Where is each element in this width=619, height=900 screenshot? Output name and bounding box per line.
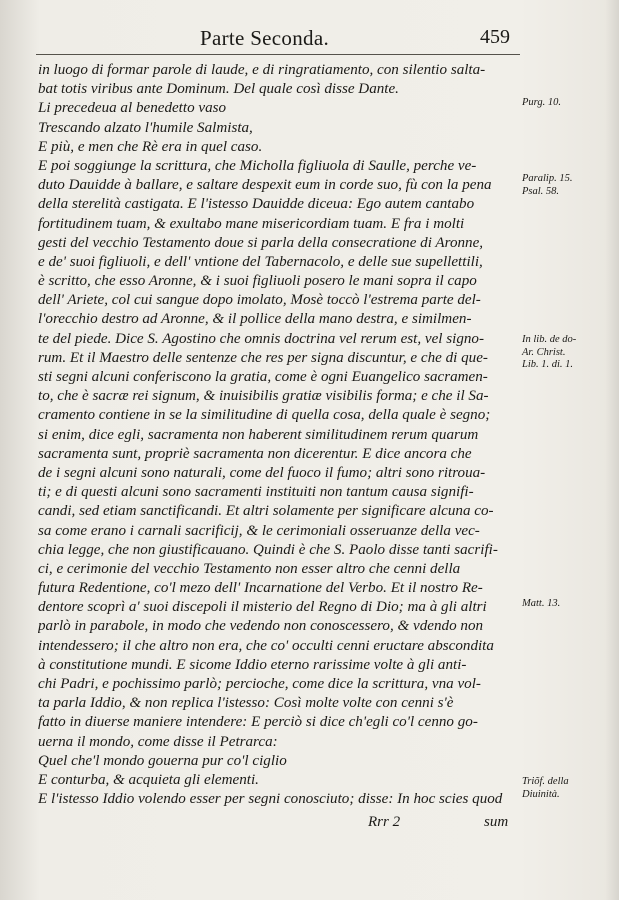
margin-note-paralipomenon: [522, 173, 617, 198]
text-line: e de' suoi figliuoli, e dell' vntione del Tabernacolo, e delle sue supellettili,: [38, 253, 483, 270]
catchword: sum: [484, 814, 509, 830]
text-line: l'orecchio destro ad Aronne, & il pollice della mano destra, e similmen-: [38, 311, 472, 328]
text-line: fatto in diuerse maniere intendere: E perciò si dice ch'egli co'l cenno go-: [38, 714, 478, 731]
page-footer: [0, 814, 619, 838]
text-line: E più, e men che Rè era in quel caso.: [38, 138, 263, 155]
page-header: [0, 22, 619, 54]
text-line: Trescando alzato l'humile Salmista,: [38, 119, 253, 136]
margin-note-trionfo: [522, 776, 617, 801]
margin-note-line: Triõf. della: [522, 776, 569, 787]
text-line: Li precedeua al benedetto vaso: [38, 100, 227, 117]
text-line: gesti del vecchio Testamento doue si parla della consecratione di Aronne,: [38, 234, 484, 251]
text-line: à constitutione mundi. E sicome Iddio eterno rarissime volte à gli anti-: [38, 656, 467, 673]
margin-note-matthew: [522, 598, 617, 611]
margin-note-purgatorio: [522, 97, 617, 110]
text-line: in luogo di formar parole di laude, e di ringratiamento, con silentio salta-: [38, 62, 486, 78]
text-line: fortitudinem tuam, & exultabo mane misericordiam tuam. E fra i molti: [38, 215, 465, 232]
header-rule: [36, 54, 520, 55]
text-line: E conturba, & acquieta gli elementi.: [38, 771, 259, 788]
page-number: 459: [480, 26, 510, 48]
text-line: intendessero; il che altro non era, che co' occulti cenni eructare absconditа: [38, 637, 494, 654]
text-line: to, che è sacræ rei signum, & inuisibilis gratiæ visibilis forma; e che il Sa-: [38, 388, 489, 405]
text-line: E l'istesso Iddio volendo esser per segni conosciuto; disse: In hoc scies quod: [38, 791, 503, 808]
text-line: duto Dauidde à ballare, e saltare despexit eum in corde suo, fù con la pena: [38, 177, 492, 194]
text-line: chi Padri, e pochissimo parlò; percioche, come dice la scrittura, vna vol-: [38, 676, 481, 692]
text-line: dell' Ariete, col cui sangue dopo imolato, Mosè toccò l'estrema parte del-: [38, 292, 481, 309]
text-line: della sterelità castigata. E l'istesso Dauidde diceua: Ego autem cantabo: [38, 196, 475, 213]
text-line: candi, sed etiam sanctificandi. Et altri solamente per significare alcuna co-: [38, 503, 494, 520]
text-line: ti; e di questi alcuni sono sacramenti instituiti non tantum causa signifi-: [38, 484, 474, 501]
running-title: Parte Seconda.: [200, 26, 329, 50]
text-line: sti segni alcuni conferiscono la gratia, come è ogni Euangelico sacramen-: [38, 369, 488, 385]
text-line: chia legge, che non giustificauano. Quindi è che S. Paolo disse tanti sacrifi-: [38, 541, 498, 558]
text-line: uerna il mondo, come disse il Petrarca:: [38, 733, 278, 750]
text-line: de i segni alcuni sono naturali, come del fuoco il fumo; altri sono ritroua-: [38, 464, 486, 481]
text-line: si enim, dice egli, sacramenta non haberent similitudinem rerum quarum: [38, 426, 479, 443]
margin-note-line: Lib. 1. di. 1.: [522, 359, 574, 370]
margin-note-line: Ar. Christ.: [522, 346, 566, 358]
text-line: parlò in parabole, in modo che vedendo non conoscessero, & vdendo non: [38, 618, 484, 635]
text-line: bat totis viribus ante Dominum. Del quale così disse Dante.: [38, 81, 399, 98]
text-line: ci, e cerimonie del vecchio Testamento non esser altro che cenni della: [38, 560, 461, 577]
text-line: sacramenta sunt, propriè sacramenta non dicerentur. E dice ancora che: [38, 445, 472, 462]
text-line: è scritto, che esso Aronne, & i suoi figliuoli posero le mani sopra il capo: [38, 273, 477, 290]
text-line: te del piede. Dice S. Agostino che omnis doctrina vel rerum est, vel signo-: [38, 330, 485, 347]
text-line: dentore scoprì a' suoi discepoli il misterio del Regno di Dio; ma à gli altri: [38, 599, 487, 616]
margin-note-line: Diuinità.: [522, 788, 560, 800]
text-line: Quel che'l mondo gouerna pur co'l ciglio: [38, 752, 287, 769]
page-edge-shadow: [605, 0, 619, 900]
margin-note-line: Matt. 13.: [522, 598, 561, 609]
text-line: rum. Et il Maestro delle sentenze che res per signa discuntur, e che di que-: [38, 349, 488, 366]
margin-note-line: In lib. de do-: [522, 334, 577, 345]
text-line: ta parla Iddio, & non replica l'istesso: Così molte volte con cenni s'è: [38, 695, 454, 712]
text-line: E poi soggiunge la scrittura, che Micholla figliuola di Saulle, perche ve-: [38, 157, 477, 174]
text-line: cramento contiene in se la similitudine di quella cosa, della quale è segno;: [38, 407, 491, 424]
text-line: futura Redentione, co'l mezo dell' Incarnatione del Verbo. Et il nostro Re-: [38, 580, 483, 597]
margin-note-line: Psal. 58.: [522, 185, 560, 197]
text-line: sa come erano i carnali sacrificij, & le cerimoniali osseruanze della vec-: [38, 522, 480, 539]
body-text: [38, 61, 518, 809]
signature-mark: Rrr 2: [368, 814, 401, 830]
margin-note-augustine: [522, 334, 617, 372]
margin-note-line: Purg. 10.: [522, 97, 561, 108]
margin-note-line: Paralip. 15.: [522, 173, 573, 184]
